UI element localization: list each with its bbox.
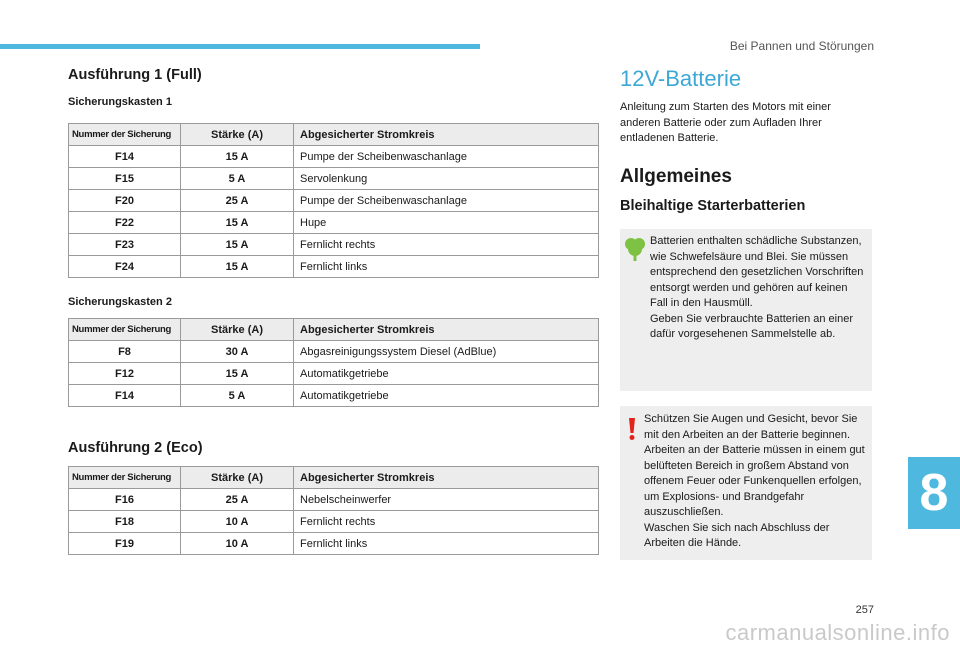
table-row [69, 212, 599, 234]
fuse-rating: 15 A [181, 234, 294, 256]
fuse-circuit: Automatikgetriebe [294, 385, 599, 407]
table-header-row [69, 319, 599, 341]
warning-exclamation-icon [626, 417, 638, 447]
tree-icon [624, 236, 646, 268]
fuse-table-3 [68, 466, 599, 555]
fuse-number: F22 [69, 212, 181, 234]
fuse-rating: 10 A [181, 533, 294, 555]
col-header-fuse-number: Nummer der Sicherung [69, 319, 181, 341]
table-row [69, 234, 599, 256]
col-header-circuit: Abgesicherter Stromkreis [294, 467, 599, 489]
header-accent-bar [0, 44, 480, 49]
fuse-number: F15 [69, 168, 181, 190]
fuse-circuit: Automatikgetriebe [294, 363, 599, 385]
fuse-rating: 10 A [181, 511, 294, 533]
fuse-circuit: Pumpe der Scheibenwaschanlage [294, 190, 599, 212]
table-row [69, 363, 599, 385]
fuse-number: F12 [69, 363, 181, 385]
col-header-fuse-number: Nummer der Sicherung [69, 467, 181, 489]
warning-note-text-2: Arbeiten an der Batterie müssen in einem gut belüfteten Bereich in großem Abstand von offenem Feuer oder Funkenquellen erfolgen, um Explosions- und Brandgefahr auszuschließen. [644, 444, 865, 518]
warning-note-box [620, 406, 872, 560]
fuse-number: F20 [69, 190, 181, 212]
fuse-number: F14 [69, 146, 181, 168]
fusebox-2-title: Sicherungskasten 2 [68, 296, 172, 308]
fuse-rating: 15 A [181, 363, 294, 385]
section-header: Bei Pannen und Störungen [729, 39, 874, 53]
fuse-number: F24 [69, 256, 181, 278]
fuse-circuit: Fernlicht links [294, 256, 599, 278]
col-header-rating: Stärke (A) [181, 124, 294, 146]
fuse-number: F16 [69, 489, 181, 511]
fuse-circuit: Servolenkung [294, 168, 599, 190]
environment-note-text-1: Batterien enthalten schädliche Substanzen, wie Schwefelsäure und Blei. Sie müssen entsprechend den gesetzlichen Vorschriften entsorgt werden und gehören auf keinen Fall in den Hausmüll. [650, 235, 864, 309]
fuse-table-1 [68, 123, 599, 278]
table-row [69, 341, 599, 363]
fuse-circuit: Abgasreinigungssystem Diesel (AdBlue) [294, 341, 599, 363]
environment-note-text-2: Geben Sie verbrauchte Batterien an einer dafür vorgesehenen Sammelstelle ab. [650, 312, 854, 340]
fuse-number: F8 [69, 341, 181, 363]
fuse-number: F18 [69, 511, 181, 533]
fuse-circuit: Hupe [294, 212, 599, 234]
fuse-circuit: Nebelscheinwerfer [294, 489, 599, 511]
table-header-row [69, 124, 599, 146]
fuse-circuit: Pumpe der Scheibenwaschanlage [294, 146, 599, 168]
fuse-number: F23 [69, 234, 181, 256]
table-row [69, 385, 599, 407]
col-header-fuse-number: Nummer der Sicherung [69, 124, 181, 146]
fuse-rating: 5 A [181, 168, 294, 190]
table-header-row [69, 467, 599, 489]
general-heading: Allgemeines [620, 166, 732, 187]
page-number: 257 [855, 604, 874, 616]
warning-note-text-1: Schützen Sie Augen und Gesicht, bevor Sie mit den Arbeiten an der Batterie beginnen. [644, 413, 858, 441]
table-row [69, 146, 599, 168]
fuse-table-2 [68, 318, 599, 407]
table-row [69, 190, 599, 212]
table-row [69, 533, 599, 555]
fuse-number: F19 [69, 533, 181, 555]
fuse-rating: 25 A [181, 190, 294, 212]
fuse-rating: 15 A [181, 146, 294, 168]
table-row [69, 511, 599, 533]
table-row [69, 489, 599, 511]
fuse-rating: 15 A [181, 256, 294, 278]
version-1-title: Ausführung 1 (Full) [68, 67, 202, 83]
fuse-rating: 15 A [181, 212, 294, 234]
table-row [69, 168, 599, 190]
fuse-circuit: Fernlicht links [294, 533, 599, 555]
fuse-rating: 5 A [181, 385, 294, 407]
col-header-rating: Stärke (A) [181, 467, 294, 489]
battery-section-title: 12V-Batterie [620, 66, 742, 91]
battery-intro-text: Anleitung zum Starten des Motors mit einer anderen Batterie oder zum Aufladen Ihrer entladenen Batterie. [620, 101, 831, 144]
chapter-tab: 8 [908, 457, 960, 529]
environment-note-box [620, 229, 872, 391]
fuse-rating: 25 A [181, 489, 294, 511]
version-2-title: Ausführung 2 (Eco) [68, 440, 203, 456]
col-header-circuit: Abgesicherter Stromkreis [294, 124, 599, 146]
fuse-circuit: Fernlicht rechts [294, 511, 599, 533]
fuse-rating: 30 A [181, 341, 294, 363]
fuse-number: F14 [69, 385, 181, 407]
fuse-circuit: Fernlicht rechts [294, 234, 599, 256]
col-header-rating: Stärke (A) [181, 319, 294, 341]
table-row [69, 256, 599, 278]
lead-batteries-heading: Bleihaltige Starterbatterien [620, 198, 806, 214]
fusebox-1-title: Sicherungskasten 1 [68, 96, 172, 108]
warning-note-text-3: Waschen Sie sich nach Abschluss der Arbeiten die Hände. [644, 521, 830, 549]
col-header-circuit: Abgesicherter Stromkreis [294, 319, 599, 341]
watermark: carmanualsonline.info [725, 620, 950, 645]
